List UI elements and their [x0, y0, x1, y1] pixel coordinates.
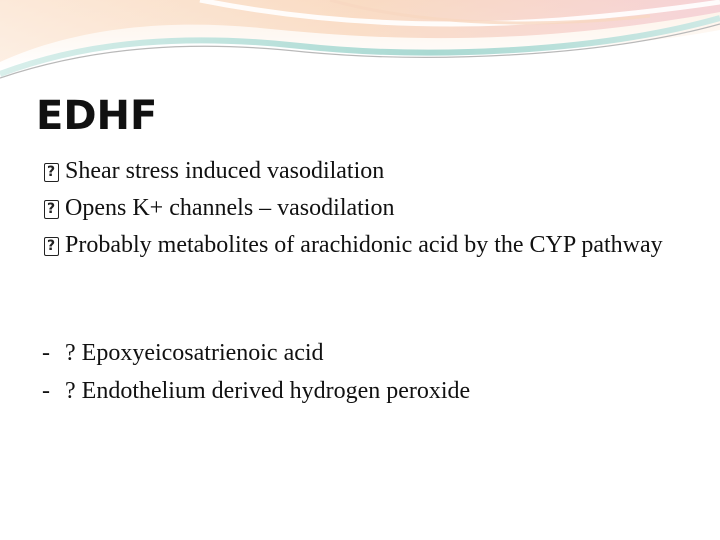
dash-marker: - — [42, 340, 50, 366]
bullet-item — [44, 230, 684, 261]
sub-item — [42, 376, 470, 407]
bullet-text: Opens K+ channels – vasodilation — [65, 195, 395, 221]
bullet-list — [44, 156, 684, 267]
sub-item-text: ? Epoxyeicosatrienoic acid — [65, 340, 324, 366]
missing-glyph-bullet-icon — [44, 237, 59, 256]
bullet-text: Shear stress induced vasodilation — [65, 158, 385, 184]
dash-marker: - — [42, 378, 50, 404]
sub-item — [42, 338, 470, 369]
sub-item-list — [42, 338, 470, 414]
bullet-item — [44, 193, 684, 224]
sub-item-text: ? Endothelium derived hydrogen peroxide — [65, 378, 471, 404]
bullet-item — [44, 156, 684, 187]
slide-title: EDHF — [36, 93, 158, 139]
header-swoosh-decoration — [0, 0, 720, 90]
bullet-text: Probably metabolites of arachidonic acid by the CYP pathway — [65, 232, 663, 258]
missing-glyph-bullet-icon — [44, 163, 59, 182]
missing-glyph-bullet-icon — [44, 200, 59, 219]
